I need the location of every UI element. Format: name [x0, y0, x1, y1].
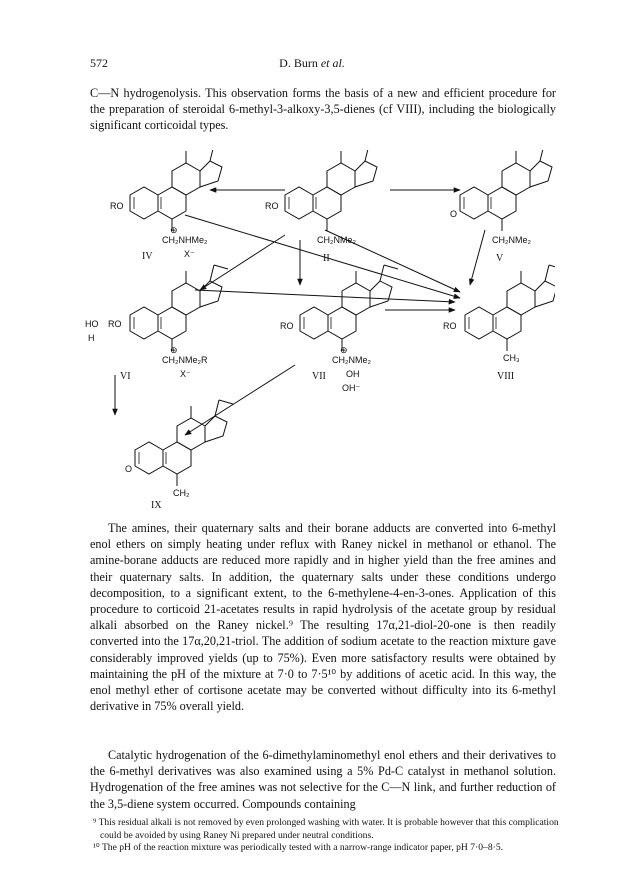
V-substituent: CH₂NMe₂	[492, 235, 531, 245]
VII-counterion: OH⁻	[342, 383, 361, 393]
IX-prefix: O	[125, 464, 133, 474]
IV-substituent: CH₂NHMe₂	[162, 235, 208, 245]
IV-counterion: X⁻	[184, 249, 195, 259]
compound-VIII	[443, 265, 555, 382]
IV-charge: ⊕	[170, 225, 178, 235]
VI-prefix-ho: HO	[85, 319, 99, 329]
IX-label: IX	[151, 500, 162, 510]
VIII-prefix: RO	[443, 321, 457, 331]
IV-prefix: RO	[110, 201, 124, 211]
IV-label: IV	[142, 251, 153, 262]
V-label: V	[496, 253, 504, 264]
reaction-scheme	[85, 150, 555, 510]
VI-hydrogen: H	[88, 333, 95, 343]
V-prefix: O	[450, 209, 458, 219]
VIII-label: VIII	[497, 371, 515, 382]
running-header	[0, 56, 624, 71]
arrow-V-to-VIII	[470, 230, 485, 285]
VI-substituent: CH₂NMe₂R	[162, 355, 208, 365]
VI-counterion: X⁻	[180, 369, 191, 379]
compound-VII	[280, 265, 398, 393]
compound-IX	[125, 400, 233, 510]
VI-label: VI	[120, 371, 131, 382]
paragraph-amines: The amines, their quaternary salts and their borane adducts are converted into 6-methyl enol ethers on simply heating under reflux with Raney nickel in methanol or ethanol. The amine-borane adducts are reduced more rapidly and in higher yield than the free amines and their quaternary salts. In addition, the quaternary salts under these conditions undergo decomposition, to a significant extent, to the 6-methylene-4-en-3-ones. Application of this procedure to corticoid 21-acetates results in rapid hydrolysis of the acetate group by residual alkali absorbed on the Raney nickel.⁹ The resulting 17α,21-diol-20-one is then readily converted into the 17α,20,21-triol. The addition of sodium acetate to the reaction mixture gave considerably improved yields (up to 75%). Even more satisfactory results were obtained by maintaining the pH of the mixture at 7·0 to 7·5¹⁰ by additions of acetic acid. In this way, the enol methyl ether of cortisone acetate may be converted without difficulty into its 6-methyl derivative in 75% overall yield.	[90, 521, 556, 714]
VII-hydroxyl: OH	[346, 369, 360, 379]
page-number: 572	[90, 56, 108, 70]
compound-V	[450, 150, 555, 264]
II-substituent: CH₂NMe₂	[317, 235, 356, 245]
header-authors: D. Burn	[279, 56, 318, 70]
compound-II	[265, 150, 383, 264]
footnote-9: ⁹ This residual alkali is not removed by even prolonged washing with water. It is probable however that this complication could be avoided by using Raney Ni prepared under neutral conditions.	[93, 817, 559, 841]
VI-charge: ⊕	[170, 345, 178, 355]
compound-IV	[110, 150, 228, 262]
header-et-al: et al.	[320, 56, 345, 70]
paragraph-hydrogenation: Catalytic hydrogenation of the 6-dimethylaminomethyl enol ethers and their derivatives to the 6-methyl derivatives was also examined using a 5% Pd-C catalyst in methanol solution. Hydrogenation of the free amines was not selective for the C—N link, and further reduction of the 3,5-diene system occurred. Compounds containing	[90, 748, 556, 811]
IX-substituent: CH₂	[173, 488, 190, 498]
II-prefix: RO	[265, 201, 279, 211]
VII-label: VII	[312, 371, 326, 382]
VII-substituent: CH₂NMe₂	[332, 355, 371, 365]
VIII-substituent: CH₃	[503, 353, 520, 363]
footnote-10: ¹⁰ The pH of the reaction mixture was periodically tested with a narrow-range indicator paper, pH 7·0–8·5.	[93, 842, 504, 853]
arrow-VI-to-VIII	[195, 290, 455, 302]
footnotes	[90, 817, 560, 855]
II-label: II	[323, 253, 330, 264]
VII-charge: ⊕	[340, 345, 348, 355]
compound-VI	[85, 265, 228, 382]
VII-prefix: RO	[280, 321, 294, 331]
paragraph-intro: C—N hydrogenolysis. This observation forms the basis of a new and efficient procedure for the preparation of steroidal 6-methyl-3-alkoxy-3,5-dienes (cf VIII), including the biologically significant corticoidal types.	[90, 86, 556, 133]
VI-prefix-ro: RO	[108, 319, 122, 329]
arrow-II-to-VI	[200, 235, 285, 290]
